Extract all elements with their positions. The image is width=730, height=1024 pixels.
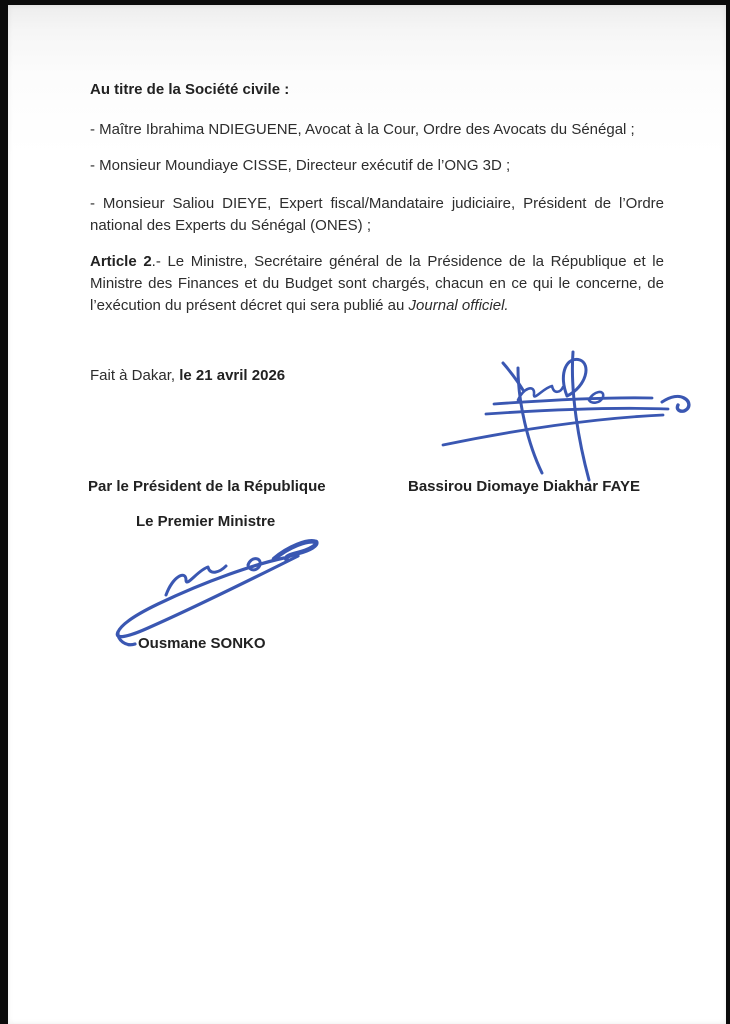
section-heading: Au titre de la Société civile : (90, 81, 290, 98)
journal-officiel-italic: Journal officiel. (408, 297, 509, 314)
article-2-body: Le Ministre, Secrétaire général de la Présidence de la République et le Ministre des Finances et du Budget sont chargés, chacun en ce qui le concerne, de l’exécution du présent décret qui sera publié au (90, 253, 664, 314)
document-page (8, 5, 726, 1024)
president-name: Bassirou Diomaye Diakhar FAYE (408, 478, 641, 495)
prime-minister-label: Le Premier Ministre (136, 513, 276, 530)
article-2-label: Article 2 (90, 253, 152, 270)
date-text: le 21 avril 2026 (179, 367, 286, 384)
place-date-line (90, 365, 285, 387)
article-2-separator: .- (151, 253, 168, 270)
president-label: Par le Président de la République (88, 478, 326, 495)
list-item-cisse: - Monsieur Moundiaye CISSE, Directeur exécutif de l’ONG 3D ; (90, 157, 511, 174)
article-2-paragraph (90, 251, 664, 317)
list-item-dieye: - Monsieur Saliou DIEYE, Expert fiscal/Mandataire judiciaire, Président de l’Ordre national des Experts du Sénégal (ONES) ; (90, 195, 664, 234)
place-text: Fait à Dakar, (90, 367, 180, 384)
list-item-ndieguene: - Maître Ibrahima NDIEGUENE, Avocat à la Cour, Ordre des Avocats du Sénégal ; (90, 121, 635, 138)
prime-minister-name: Ousmane SONKO (138, 635, 266, 652)
faye-signature (415, 338, 705, 488)
